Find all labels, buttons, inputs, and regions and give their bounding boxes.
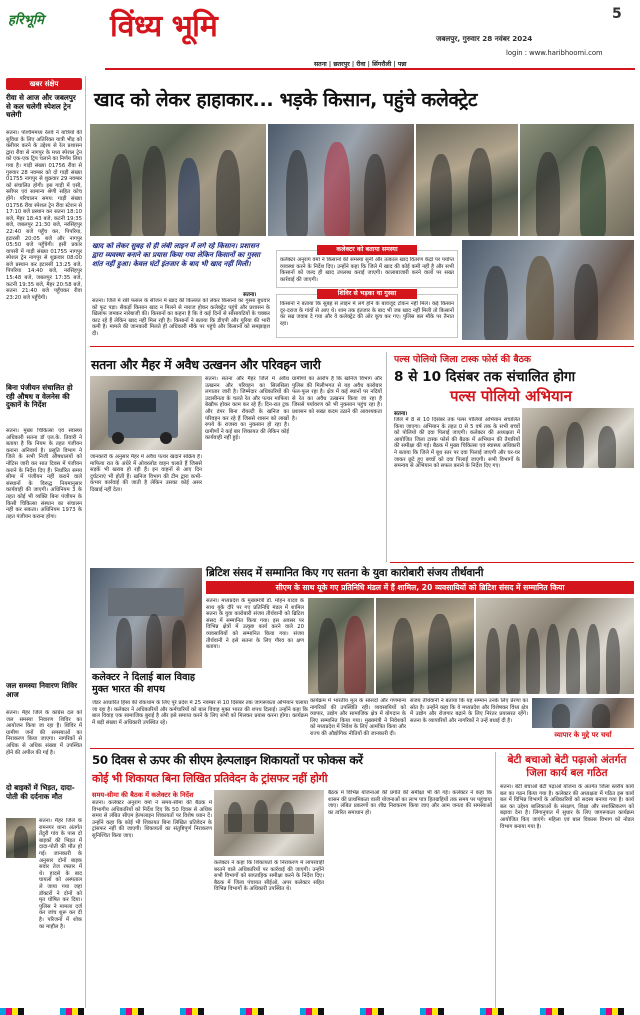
helpline-kicker: समय-सीमा की बैठक में कलेक्टर के निर्देश	[92, 791, 194, 799]
british-body-3: संजय तीर्थवानी ने बताया कि यह सम्मान उनके लिए प्रेरणा का स्रोत है। उन्होंने कहा कि वे मध्यप्रदेश और विशेषकर विंध्य क्षेत्र में उद्योग और रोजगार बढ़ाने के लिए निरंतर प्रयासरत रहेंगे। सतना के व्यापारियों और नागरिकों ने उन्हें बधाई दी है।	[410, 698, 528, 724]
color-registration-marks	[0, 1008, 640, 1015]
helpline-divider	[495, 752, 496, 1010]
lead-photo-4	[520, 124, 634, 236]
beti-headline: बेटी बचाओ बेटी पढ़ाओ अंतर्गत जिला कार्य बल गठित	[507, 754, 627, 779]
childmarriage-headline: कलेक्टर ने दिलाई बाल विवाह मुक्त भारत की शपथ	[92, 672, 196, 695]
lead-photo-2	[268, 124, 414, 236]
sidebar-story-3-body: सतना। मैहर जिले के कांग्रेस दल को जल समस्या निवारण शिविर का आयोजन किया जा रहा है। शिविर में ग्रामीण जनों की समस्याओं का निराकरण किया जाएगा। नागरिकों से अधिक से अधिक संख्या में उपस्थित होने की अपील की गई है।	[6, 710, 82, 756]
british-bottom-rule	[90, 748, 634, 749]
polio-kicker: पल्स पोलियो जिला टास्क फोर्स की बैठक	[394, 354, 531, 365]
sidebar-story-1-head: रीवा से आज और जबलपुर से कल चलेगी स्पेशल ट्रेन चलेगी	[6, 93, 76, 120]
british-body-1: सतना। मध्यप्रदेश के मुख्यमंत्री डॉ. मोहन यादव के साथ यूके दौरे पर गए प्रतिनिधि मंडल में शामिल सतना के युवा कारोबारी संजय तीर्थवानी को ब्रिटिश संसद में सम्मानित किया गया। इस अवसर पर विभिन्न क्षेत्रों में उत्कृष्ट कार्य करने वाले 20 व्यवसायियों को सम्मानित किया गया। संजय तीर्थवानी ने इसे सतना के लिए गौरव का क्षण बताया।	[206, 598, 304, 651]
helpline-body-3: बैठक में विभिन्न योजनाओं की प्रगति की समीक्षा भी की गई। कलेक्टर ने कहा कि शासन की प्राथमिकता वाली योजनाओं का लाभ पात्र हितग्राहियों तक समय पर पहुंचाया जाए। लंबित प्रकरणों का शीघ्र निराकरण किया जाए और आम जनता की समस्याओं का त्वरित समाधान हो।	[328, 790, 492, 816]
helpline-photo	[214, 790, 324, 856]
polio-headline-2: पल्स पोलियो अभियान	[450, 387, 572, 405]
lead-headline: खाद को लेकर हाहाकार... भड़के किसान, पहुंचे कलेक्ट्रेट	[94, 89, 478, 111]
mining-divider	[386, 352, 387, 562]
masthead-rule	[105, 68, 635, 70]
lead-box-1-title: कलेक्टर को बताया समस्या	[317, 245, 417, 255]
sidebar-divider	[85, 76, 86, 1011]
page-title: विंध्य भूमि	[110, 9, 218, 44]
childmarriage-body: जेंडर आधारित हिंसा की रोकथाम के लिए पूरे प्रदेश में 25 नवम्बर से 10 दिसंबर तक जागरूकता अभियान चलाया जा रहा है। कलेक्टर ने अधिकारियों और कर्मचारियों को बाल विवाह मुक्त भारत की शपथ दिलाई। उन्होंने कहा कि बाल विवाह एक सामाजिक बुराई है और इसे समाप्त करने के लिए सभी को मिलकर प्रयास करना होगा। कार्यक्रम में बड़ी संख्या में अधिकारी उपस्थित रहे।	[92, 700, 308, 726]
lead-box-2-title: शिविर से भड़का था गुस्सा	[317, 289, 417, 299]
mining-body-2: जानकारी के अनुसार मैहर में अवैध पत्थर खदानें सक्रिय हैं। माफिया रात के अंधेरे में ओवरलोड वाहन चलाते हैं जिससे सड़कें भी खराब हो रही हैं। इन वाहनों से आए दिन दुर्घटनाएं भी होती हैं। खनिज विभाग की टीम द्वारा कभी-कभार कार्रवाई की जाती है लेकिन उसका कोई असर दिखाई नहीं देता।	[90, 454, 202, 493]
page-number: 5	[612, 6, 622, 22]
sidebar-story-4-body: सतना। मैहर जिले के रामनगर थाना अंतर्गत तेंदुरी गांव के पास दो बाइकों की भिड़त में दादा-पोती की मौत हो गई। जानकारी के अनुसार दोनों बाइक सवार तेज रफ्तार में थे। हादसे के बाद घायलों को अस्पताल ले जाया गया जहां डॉक्टरों ने दोनों को मृत घोषित कर दिया। पुलिस ने मामला दर्ज कर जांच शुरू कर दी है। परिजनों में शोक का माहौल है।	[39, 818, 82, 930]
sidebar-story-4-photo	[6, 818, 36, 858]
helpline-headline-2: कोई भी शिकायत बिना लिखित प्रतिवेदन के ट्रांसफर नहीं होगी	[92, 772, 328, 785]
lead-box-2	[276, 290, 458, 338]
mining-headline: सतना और मैहर में अवैध उत्खनन और परिवहन जारी	[91, 357, 321, 372]
lead-photo-5	[462, 240, 634, 340]
polio-photo	[522, 408, 634, 468]
lead-caption: खाद को लेकर सुबह से ही लंबी लाइन में लगे रहे किसान। प्रशासन द्वारा व्यवस्था बनाने का प्रयास किया गया लेकिन किसानों का गुस्सा शांत नहीं हुआ। केवल घंटों इंतजार के बाद भी खाद नहीं मिली।	[92, 242, 261, 268]
polio-bottom-rule	[390, 562, 634, 563]
sidebar-story-4-head: दो बाइकों में भिड़त, दादा-पोती की दर्दनाक मौत	[6, 783, 75, 801]
polio-byline: सतना।	[394, 411, 408, 417]
polio-headline: 8 से 10 दिसंबर तक संचालित होगा	[394, 369, 576, 385]
sidebar-story-2-head: बिना पंजीयन संचालित हो रही औषध व वेलनेस की दुकानें के निर्देश	[6, 383, 73, 410]
polio-body: जिले में 8 से 10 दिसंबर तक पल्स पोलियो अभियान संचालित किया जाएगा। अभियान के तहत 0 से 5 वर्ष तक के सभी बच्चों को पोलियो की दवा पिलाई जाएगी। कलेक्टर की अध्यक्षता में आयोजित जिला टास्क फोर्स की बैठक में अभियान की तैयारियों की समीक्षा की गई। बैठक में मुख्य चिकित्सा एवं स्वास्थ्य अधिकारी ने बताया कि जिले में बूथ स्तर पर दवा पिलाई जाएगी और घर-घर जाकर छूटे हुए बच्चों को दवा पिलाई जाएगी। सभी विभागों के समन्वय से अभियान को सफल बनाने के निर्देश दिए गए।	[394, 417, 520, 470]
british-photo-left	[90, 568, 202, 668]
helpline-headline-1: 50 दिवस से ऊपर की सीएम हेल्पलाइन शिकायतों पर फोकस करें	[92, 753, 363, 767]
lead-body: सतना। जिले में रबी फसल के सीजन में खाद की किल्लत को लेकर किसानों का गुस्सा बुधवार को फूट पड़ा। सैकड़ों किसान खाद न मिलने से नाराज होकर कलेक्ट्रेट पहुंचे और प्रशासन के खिलाफ जमकर नारेबाजी की। किसानों का कहना है कि वे कई दिनों से सोसायटियों के चक्कर काट रहे हैं लेकिन खाद नहीं मिल रही है। किसानों ने बताया कि डीएपी और यूरिया की भारी कमी है। मामले की जानकारी मिलते ही अधिकारी मौके पर पहुंचे और किसानों को समझाइश दी।	[92, 298, 270, 337]
british-photo-group	[476, 598, 634, 694]
lead-photo-1	[90, 124, 266, 236]
sidebar-story-1-body: सतना। पश्चिममध्य रेलवे ने यात्रियों की सुविधा के लिए अतिरिक्त यात्री भीड़ को क्लीयर करने के उद्देश्य से रेल प्रशासन द्वारा रीवा से नागपुर के मध्य स्पेशल ट्रेन को एक-एक ट्रिप चलाने का निर्णय लिया गया है। गाड़ी संख्या 01756 रीवा से गुरुवार 28 नवम्बर को दो गाड़ी संख्या 01755 नागपुर से शुक्रवार 29 नवम्बर को संचालित होगी। इस गाड़ी में एसी, स्लीपर एवं सामान्य श्रेणी सहित कोच होंगे। परिचालन समय: गाड़ी संख्या 01756 रीवा स्पेशल ट्रेन रीवा स्टेशन से 17:10 बजे प्रस्थान कर सतना 18:10 बजे, मैहर 18:43 बजे, कटनी 19:35 बजे, जबलपुर 21:30 बजे, नरसिंहपुर 22:40 बजे पहुँच कर, पिपरिया, इटारसी 20:05 बजे और नागपुर 05:50 बजे पहुँचेगी। इसी प्रकार वापसी में गाड़ी संख्या 01755 नागपुर स्पेशल ट्रेन नागपुर से शुक्रवार 08:00 बजे प्रस्थान कर इटारसी 13:25 बजे, पिपरिया 14:40 बजे, नरसिंहपुर 15:48 बजे, जबलपुर 17:35 बजे, कटनी 19:35 बजे, मैहर 20:58 बजे, सतना 21:40 बजे पहुँचकर रीवा 23:20 बजे पहुँचेगी।	[6, 130, 82, 301]
lead-bottom-rule	[90, 346, 634, 347]
helpline-body-2: कलेक्टर ने कहा कि शिकायतों के निराकरण में लापरवाही बरतने वाले अधिकारियों पर कार्रवाई की जाएगी। उन्होंने सभी विभागों को साप्ताहिक समीक्षा करने के निर्देश दिए। बैठक में जिला पंचायत सीईओ, अपर कलेक्टर सहित विभिन्न विभागों के अधिकारी उपस्थित थे।	[214, 860, 324, 893]
lead-box-2-body: किसानों ने बताया कि सुबह से लाइन में लगे होने के बावजूद टोकन नहीं मिले। कई किसान दूर-दराज के गांवों से आए थे। शाम तक इंतजार के बाद भी जब खाद नहीं मिली तो किसानों का सब्र जवाब दे गया और वे कलेक्ट्रेट की ओर कूच कर गए। पुलिस बल मौके पर तैनात रहा।	[280, 301, 454, 327]
british-photo-side	[532, 698, 634, 728]
lead-box-1	[276, 246, 458, 288]
masthead	[0, 0, 640, 68]
lead-byline: सतना।	[243, 292, 257, 298]
lead-box-1-body: कलेक्टर अनुराग वर्मा ने किसानों की समस्या सुनी और तत्काल खाद वितरण केंद्रों पर पर्याप्त व्यवस्था करने के निर्देश दिए। उन्होंने कहा कि जिले में खाद की कोई कमी नहीं है और सभी किसानों को जल्द ही खाद उपलब्ध कराई जाएगी। कालाबाजारी करने वालों पर सख्त कार्रवाई की जाएगी।	[280, 257, 454, 283]
sidebar	[6, 72, 82, 1012]
sidebar-story-3-head: जल समस्या निवारण शिविर आज	[6, 681, 78, 699]
british-photo-award	[308, 598, 374, 694]
british-subheadline: सीएम के साथ यूके गए प्रतिनिधि मंडल में हैं शामिल, 20 व्यवसायियों को ब्रिटिश संसद में सम्मानित किया	[206, 581, 634, 594]
british-body-2: कार्यक्रम में भारतीय मूल के सांसदों और गणमान्य नागरिकों की उपस्थिति रही। व्यवसायियों को व्यापार, उद्योग और सामाजिक क्षेत्र में योगदान के लिए सम्मानित किया गया। मुख्यमंत्री ने निवेशकों को मध्यप्रदेश में निवेश के लिए आमंत्रित किया और राज्य की औद्योगिक नीतियों की जानकारी दी।	[310, 698, 406, 737]
mining-photo	[90, 376, 202, 450]
mining-body-3: ग्रामीणों का आरोप है कि खनिज विभाग और पुलिस की मिलीभगत से यह अवैध कारोबार फल-फूल रहा है। क्षेत्र में कई स्थानों पर नदियों से रेत का अवैध उत्खनन किया जा रहा है जिससे पर्यावरण को भी नुकसान पहुंच रहा है। प्रशासन को सख्त कदम उठाने की आवश्यकता है।	[292, 376, 382, 422]
mining-body-1: सतना। सतना और मैहर जिले में अवैध उत्खनन और परिवहन का सिलसिला लगातार जारी है। जिम्मेदार अधिकारियों की उदासीनता के चलते रेत और पत्थर माफिया बेखौफ होकर काम कर रहे हैं। दिन-रात ट्रक और डंपर बिना रॉयल्टी के खनिज का परिवहन कर रहे हैं जिससे शासन को लाखों रुपये के राजस्व का नुकसान हो रहा है। ग्रामीणों ने कई बार शिकायत की लेकिन कोई कार्यवाही नहीं हुई।	[205, 376, 289, 442]
sidebar-story-2-body: सतना। मुख्य चिकित्सा एवं स्वास्थ्य अधिकारी सतना डॉ एल.के. तिवारी ने बताया है कि नियम के तहत पंजीयन कराना अनिवार्य है। प्रसूति विभाग ने जिले के सभी निजी औषधालयों को नोटिस जारी कर सात दिवस में पंजीयन कराने के निर्देश दिए हैं। निर्धारित समय सीमा में पंजीयन नहीं कराने वाले संस्थानों के विरुद्ध नियमानुसार कार्यवाही की जाएगी। अधिनियम 3 के तहत कोई भी व्यक्ति बिना पंजीयन के किसी चिकित्सा संस्थान का संचालन नहीं कर सकता। अधिनियम 1973 के तहत पंजीयन कराना होगा।	[6, 428, 82, 520]
british-side-caption: व्यापार के मुद्दे पर चर्चा	[554, 731, 612, 739]
brand-logo: हरिभूमि	[8, 13, 44, 28]
lead-photo-3	[416, 124, 518, 236]
sidebar-header: खबर संक्षेप	[6, 78, 82, 90]
british-headline: ब्रिटिश संसद में सम्मानित किए गए सतना के युवा कारोबारी संजय तीर्थवानी	[206, 567, 484, 579]
beti-body: सतना। बेटी बचाओ बेटी पढ़ाओ योजना के अंतर्गत जिला स्तरीय कार्य बल का गठन किया गया है। कलेक्टर की अध्यक्षता में गठित इस कार्य बल में विभिन्न विभागों के अधिकारियों को सदस्य बनाया गया है। कार्य बल का उद्देश्य बालिकाओं के संरक्षण, शिक्षा और सशक्तिकरण को बढ़ावा देना है। लिंगानुपात में सुधार के लिए जागरूकता कार्यक्रम आयोजित किए जाएंगे। महिला एवं बाल विकास विभाग को नोडल विभाग बनाया गया है।	[500, 784, 634, 830]
edition-list: सतना | छतरपुर | रीवा | सिंगरौली | पन्ना	[314, 61, 407, 68]
helpline-body-1: सतना। कलेक्टर अनुराग वर्मा ने समय-सीमा की बैठक में विभागीय अधिकारियों को निर्देश दिए कि 50 दिवस से अधिक समय से लंबित सीएम हेल्पलाइन शिकायतों पर विशेष ध्यान दें। उन्होंने कहा कि कोई भी शिकायत बिना लिखित प्रतिवेदन के ट्रांसफर नहीं की जाएगी। शिकायतों का संतुष्टिपूर्ण निराकरण सुनिश्चित किया जाए।	[92, 800, 212, 839]
edition-date: जबलपुर, गुरुवार 28 नवंबर 2024	[436, 34, 533, 43]
site-url: login : www.haribhoomi.com	[506, 49, 603, 57]
british-photo-center	[376, 598, 474, 694]
